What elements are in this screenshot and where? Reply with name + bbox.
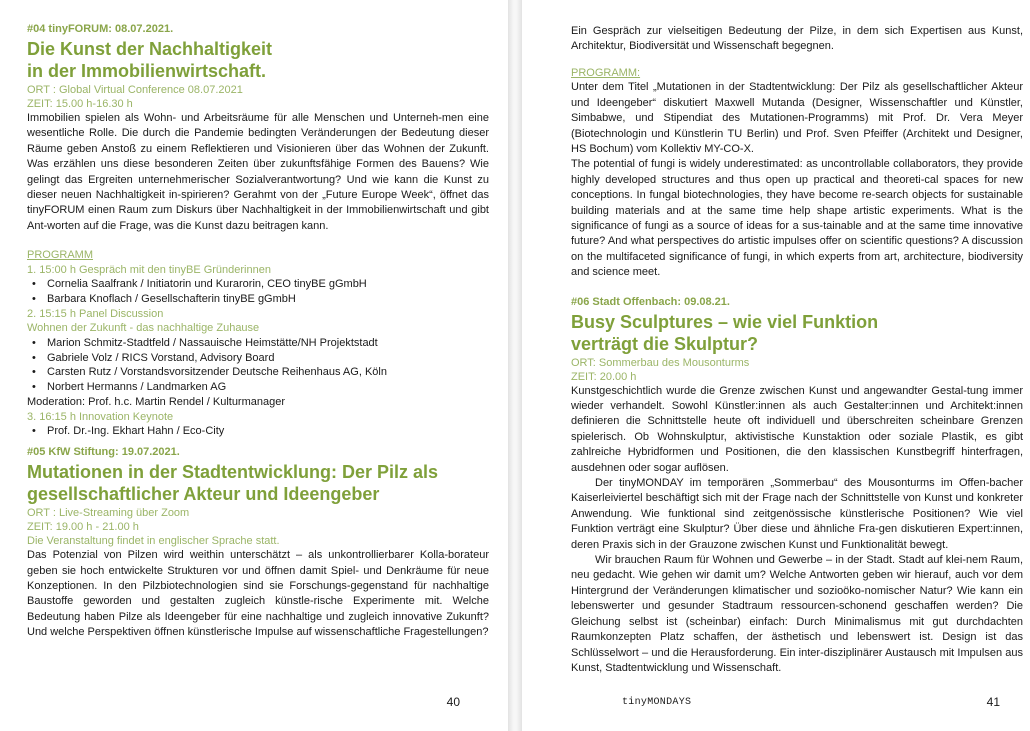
event-05-section bbox=[27, 445, 489, 640]
event-05-programm-label: PROGRAMM: bbox=[571, 66, 641, 79]
event-04-title bbox=[27, 38, 489, 82]
event-04-item2-list bbox=[27, 336, 489, 395]
event-05-title-line1: Mutationen in der Stadtentwicklung: Der Pilz als bbox=[27, 462, 439, 483]
event-06-paragraph-3: Wir brauchen Raum für Wohnen und Gewerbe – in der Stadt. Stadt auf klei-nem Raum, neu gedacht. Wie gehen wir damit um? Welche Antworten geben wir hierauf, auch vor dem Hintergrund der Veränderungen klimatischer und sozioöko-nomischer Natur? Wie kann ein lebenswerter und gesunder Stadtraum ressourcen-schonend geschaffen werden? Die Gleichung selbst ist (scheinbar) einfach: Durch Minimalismus mit gut durchdachten Raumkonzepten Platz schaffen, der ästhetisch und lebenswert ist. Design ist das Schlüsselwort – und die Herausforderung. Ein inter-disziplinärer Austausch mit Impulsen aus Kunst, Stadtentwicklung und Wissenschaft. bbox=[571, 554, 1023, 674]
event-06-title bbox=[571, 311, 1023, 355]
event-05-title bbox=[27, 461, 489, 505]
list-item: • Prof. Dr.-Ing. Ekhart Hahn / Eco-City bbox=[27, 424, 489, 439]
left-page bbox=[0, 0, 508, 731]
event-05-body: Das Potenzial von Pilzen wird weithin unterschätzt – als unkontrollierbarer Kolla-borateur geben sie hoch entwickelte Strukturen vor und öffnen damit Spiel- und Denkräume für neue Konzeptionen. In den Pilzbiotechnologien sind sie Forschungs-gegenstand für nachhaltige Baustoffe geworden und gestalten zugleich künstle-rische Experimente mit. Welche Bedeutung haben Pilze als Ideengeber für eine nachhaltige und zugleich innovative Zukunft? Und welche Perspektiven öffnen künstlerische Impulse auf wissenschaftliche Fragestellungen? bbox=[27, 549, 489, 639]
event-04-moderation: Moderation: Prof. h.c. Martin Rendel / Kulturmanager bbox=[27, 396, 286, 409]
list-item: • Cornelia Saalfrank / Initiatorin und Kurarorin, CEO tinyBE gGmbH bbox=[27, 277, 489, 292]
event-04-item2-heading: 2. 15:15 h Panel Discussion bbox=[27, 307, 164, 320]
event-04-item2-subheading: Wohnen der Zukunft - das nachhaltige Zuhause bbox=[27, 322, 260, 335]
event-04-tag: #04 tinyFORUM: 08.07.2021. bbox=[27, 23, 174, 35]
event-06-tag: #06 Stadt Offenbach: 09.08.21. bbox=[571, 295, 730, 308]
event-04-programm-label: PROGRAMM bbox=[27, 249, 93, 262]
event-05-language-note: Die Veranstaltung findet in englischer Sprache statt. bbox=[27, 535, 280, 548]
event-06-title-line2: verträgt die Skulptur? bbox=[571, 333, 759, 354]
book-gutter bbox=[508, 0, 522, 731]
event-06-ort: ORT: Sommerbau des Mousonturms bbox=[571, 356, 750, 369]
event-04-section bbox=[27, 22, 489, 439]
event-06-section bbox=[571, 295, 1023, 677]
event-05-title-line2: gesellschaftlicher Akteur und Ideengeber bbox=[27, 484, 380, 505]
event-05-intro: Ein Gespräch zur vielseitigen Bedeutung der Pilze, in dem sich Expertisen aus Kunst, Architektur, Biodiversität und Wissenschaft begegnen. bbox=[571, 25, 1023, 53]
event-04-item1-heading: 1. 15:00 h Gespräch mit den tinyBE Gründerinnen bbox=[27, 263, 271, 276]
event-05-programm-german: Unter dem Titel „Mutationen in der Stadtentwicklung: Der Pilz als gesellschaftlicher Akteur und Ideengeber“ diskutiert Maxwell Mutanda (Designer, Wissenschaftler und Künstler, Simbabwe, und Stipendiat des Mutationen-Programms) mit Prof. Dr. Vera Meyer (Biotechnologin und Künstlerin TU Berlin) und Prof. Sven Pfeiffer (Architekt und Designer, HS Bochum) vom Kollektiv MY-CO-X. bbox=[571, 81, 1023, 155]
event-04-body: Immobilien spielen als Wohn- und Arbeitsräume für alle Menschen und Unterneh-men eine wesentliche Rolle. Die durch die Pandemie bedingten Veränderungen der Bedeutung dieser Räume geben Anstoß zu einem Reflektieren und Visionieren über das Wohnen der Zukunft. Was erzählen uns diese besonderen Zeiten über zukunftsfähige Formen des Bauens? Wie gelingt das Ergreiten unternehmerischer Sozialverantwortung? Und wie kann die Kunst zu dieser neuen Nachhaltigkeit in-spirieren? Gerahmt von der „Future Europe Week“, öffnet das tinyFORUM einen Raum zum Diskurs über Nachhaltigkeit in der Immobilienwirtschaft und gibt Ant-worten auf die Frage, was die Kunst dazu beitragen kann. bbox=[27, 112, 489, 232]
list-item: • Carsten Rutz / Vorstandsvorsitzender Deutsche Reihenhaus AG, Köln bbox=[27, 365, 489, 380]
footer-brand: tinyMONDAYS bbox=[622, 697, 692, 708]
event-05-programm-english: The potential of fungi is widely underestimated: as uncontrollable collaborators, they provide highly developed structures and thus open up practical and theoreti-cal spaces for new conceptions. In fungal biotechnologies, they have become re-search objects for sustainable building materials and at the same time help shape artistic experiments. What is the significance of fungi as a source of ideas for a sus-tainable and at the same time innovative future? And what perspectives do artistic impulses offer on scientific questions? A discussion on the multifaceted significance of fungi, in which experts from art, architecture, biodiversity and science meet. bbox=[571, 158, 1023, 279]
list-item: • Barbara Knoflach / Gesellschafterin tinyBE gGmbH bbox=[27, 292, 489, 307]
list-item: • Norbert Hermanns / Landmarken AG bbox=[27, 380, 489, 395]
event-05-tag: #05 KfW Stiftung: 19.07.2021. bbox=[27, 446, 180, 459]
event-04-zeit: ZEIT: 15.00 h-16.30 h bbox=[27, 98, 133, 110]
list-item: • Marion Schmitz-Stadtfeld / Nassauische Heimstätte/NH Projektstadt bbox=[27, 336, 489, 351]
event-04-ort: ORT : Global Virtual Conference 08.07.2021 bbox=[27, 84, 243, 96]
page-number-left: 40 bbox=[446, 695, 460, 709]
event-05-continued bbox=[571, 24, 1023, 281]
event-06-paragraph-1: Kunstgeschichtlich wurde die Grenze zwischen Kunst und angewandter Gestal-tung immer wieder verhandelt. Sowohl Künstler:innen als auch Gestalter:innen und Architekt:innen definieren die Schnittstelle heute oft individuell und überschreiten scheinbare Grenzen spielerisch. Ob Wohnskulptur, aktivistische Kunstaktion oder soziale Plastik, es gibt zahlreiche Hybridformen und Positionen, die den klassischen Kunstbegriff hinterfragen, ausdehnen oder sogar auflösen. bbox=[571, 384, 1023, 474]
event-05-ort: ORT : Live-Streaming über Zoom bbox=[27, 507, 190, 520]
event-04-title-line1: Die Kunst der Nachhaltigkeit bbox=[27, 39, 273, 59]
event-06-title-line1: Busy Sculptures – wie viel Funktion bbox=[571, 311, 879, 332]
event-06-zeit: ZEIT: 20.00 h bbox=[571, 370, 637, 383]
event-04-item3-heading: 3. 16:15 h Innovation Keynote bbox=[27, 410, 174, 423]
page-number-right: 41 bbox=[986, 695, 1000, 709]
event-06-paragraph-2: Der tinyMONDAY im temporären „Sommerbau“ des Mousonturms im Offen-bacher Kaiserleiviertel beschäftigt sich mit der Frage nach der Schnittstelle von Kunst und konkreter Anwendung. Wie funktional sind zeitgenössische künstlerische Positionen? Wie viel Funktion verträgt eine Skulptur? Über diese und ähnliche Fra-gen diskutieren Expert:innen, deren Praxis sich in der Grauzone zwischen Kunst und Funktionalität bewegt. bbox=[571, 477, 1023, 551]
event-04-item3-list bbox=[27, 424, 489, 439]
right-page bbox=[522, 0, 1030, 731]
event-04-item1-list bbox=[27, 277, 489, 307]
event-05-zeit: ZEIT: 19.00 h - 21.00 h bbox=[27, 521, 139, 534]
list-item: • Gabriele Volz / RICS Vorstand, Advisory Board bbox=[27, 351, 489, 366]
event-04-title-line2: in der Immobilienwirtschaft. bbox=[27, 61, 267, 81]
